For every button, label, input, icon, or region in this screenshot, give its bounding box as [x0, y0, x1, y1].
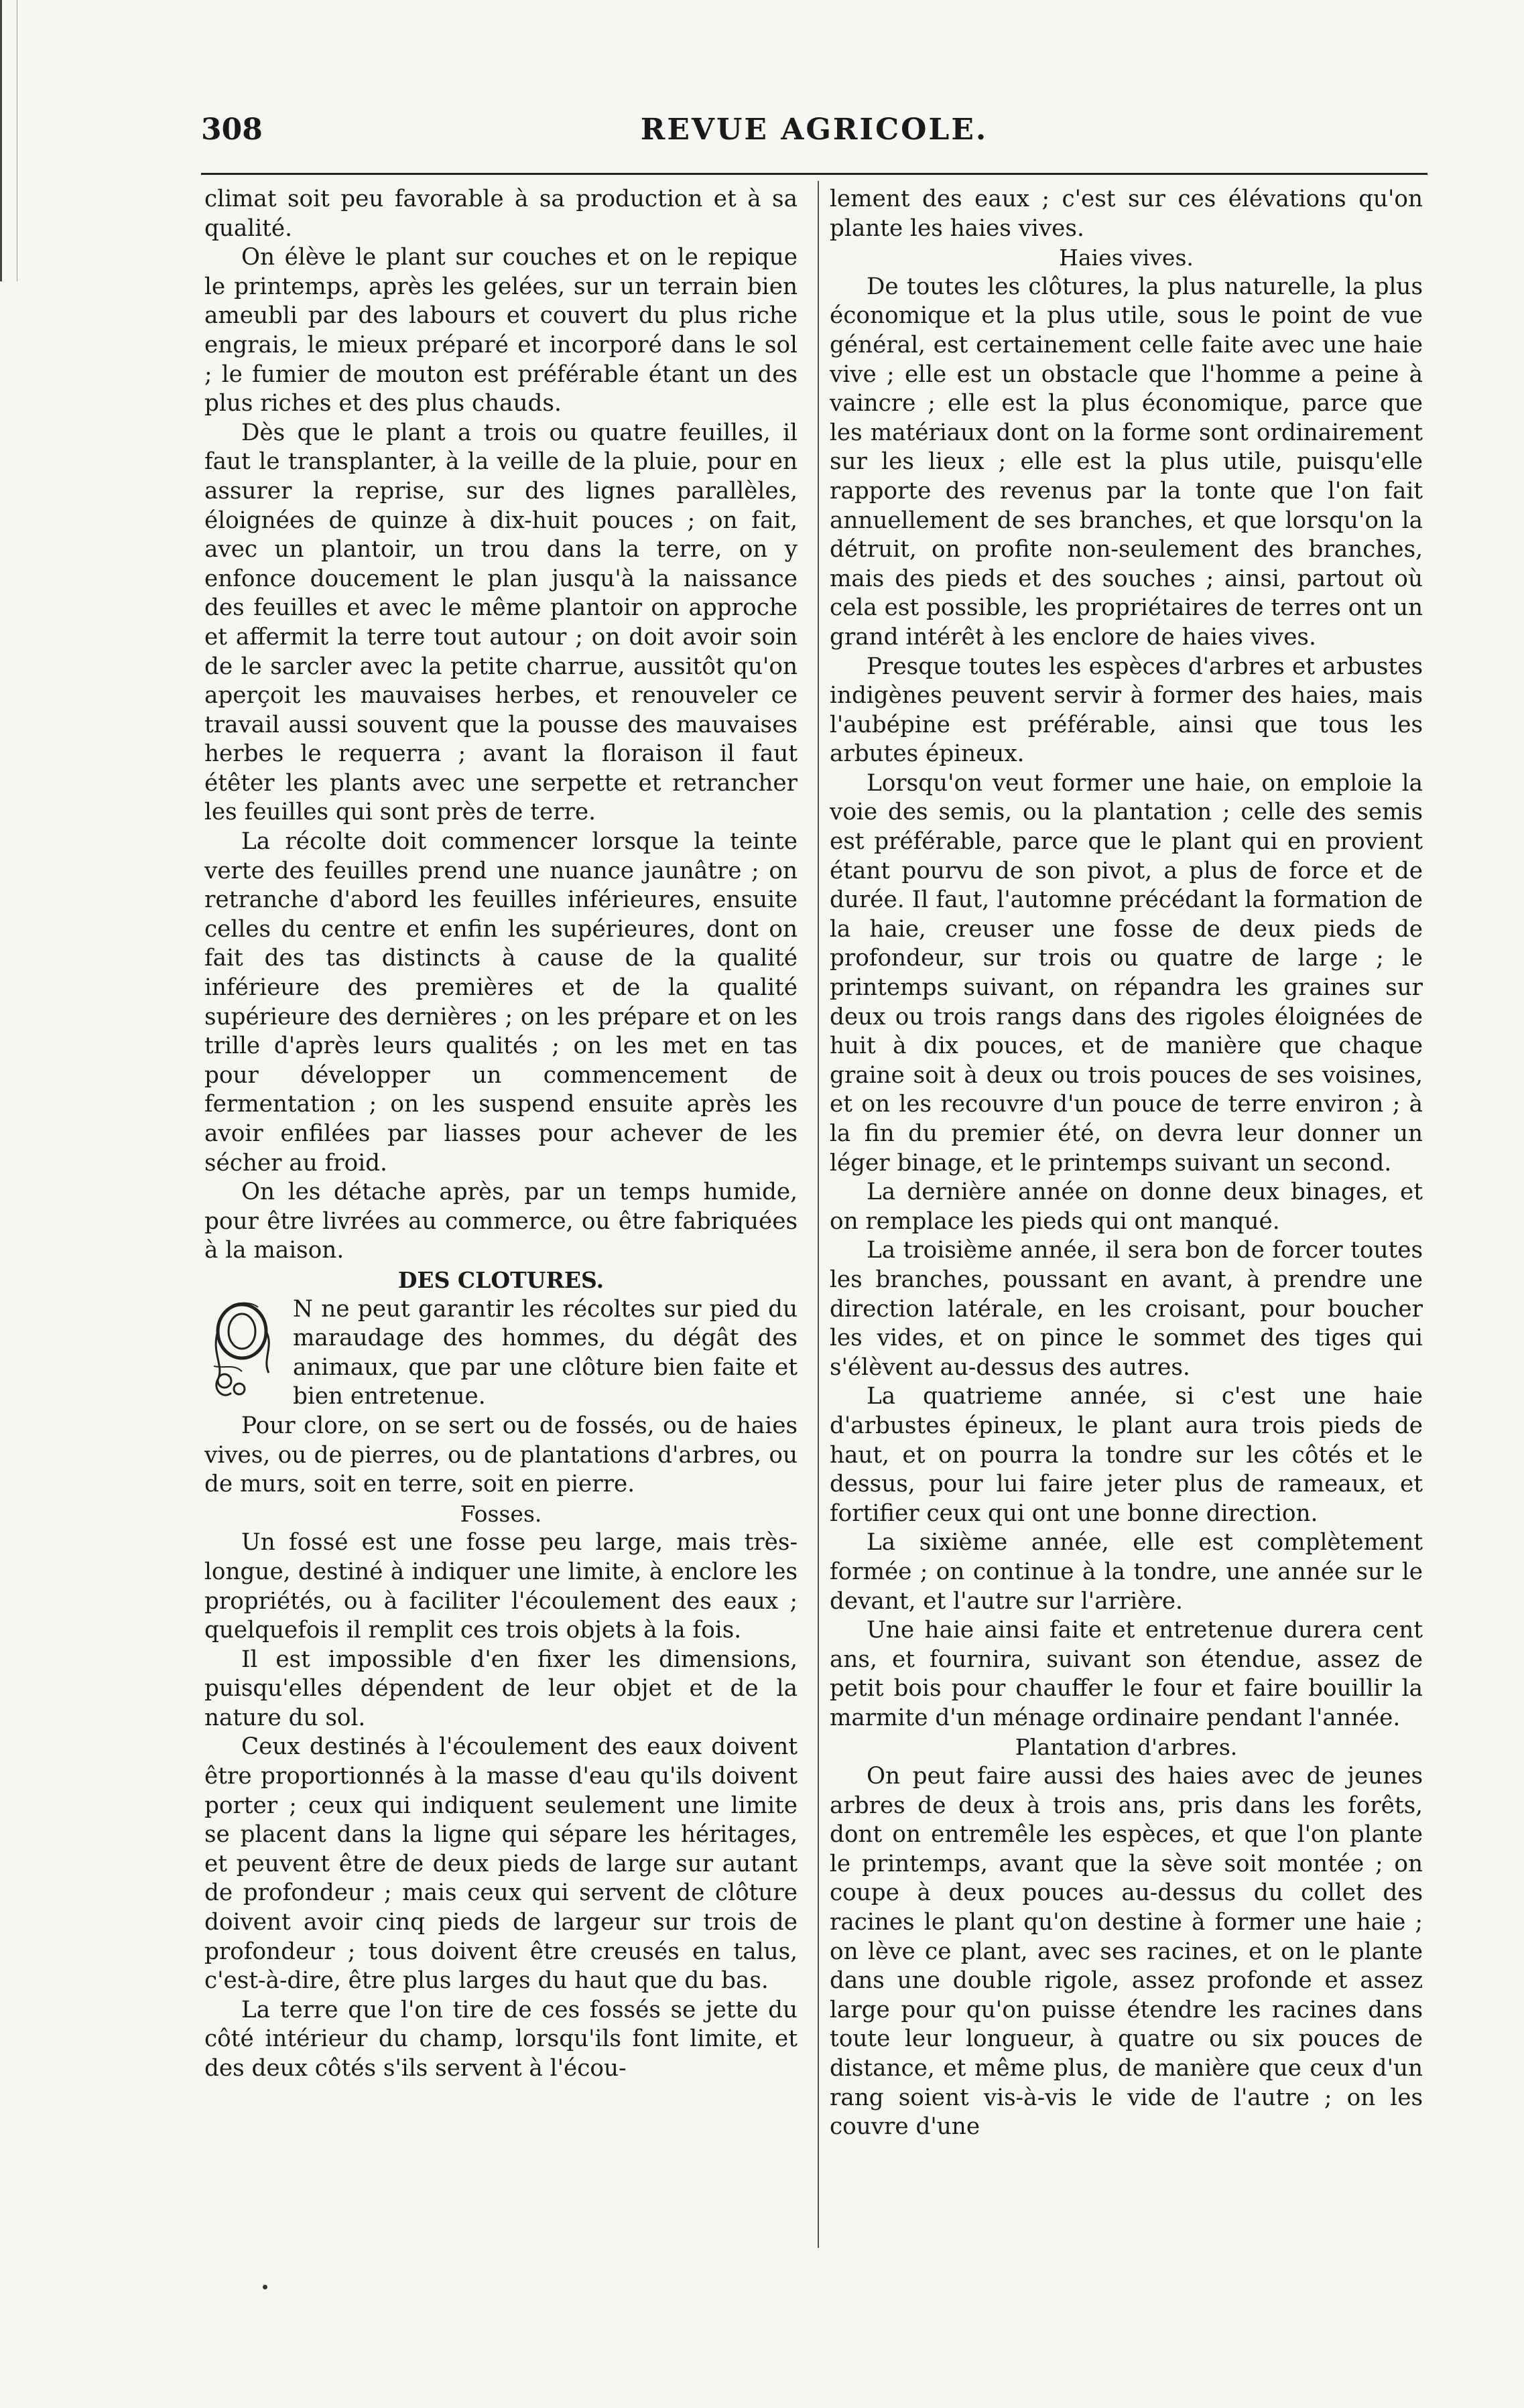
right-column	[830, 185, 1423, 2142]
paragraph: Dès que le plant a trois ou quatre feuilles, il faut le transplanter, à la veille de la pluie, pour en assurer la reprise, sur des lignes parallèles, éloignées de quinze à dix-huit pouces ; on fait, avec un plantoir, un trou dans la terre, on y enfonce doucement le plan jusqu'à la naissance des feuilles et avec le même plantoir on approche et affermit la terre tout autour ; on doit avoir soin de le sarcler avec la petite charrue, aussitôt qu'on aperçoit les mauvaises herbes, et renouveler ce travail aussi souvent que la pousse des mauvaises herbes le requerra ; avant la floraison il faut étêter les plants avec une serpette et retrancher les feuilles qui sont près de terre.	[204, 419, 798, 826]
paragraph: Ceux destinés à l'écoulement des eaux doivent être proportionnés à la masse d'eau qu'ils doivent porter ; ceux qui indiquent seulement une limite se placent dans la ligne qui sépare les héritages, et peuvent être de deux pieds de large sur autant de profondeur ; mais ceux qui servent de clôture doivent avoir cinq pieds de largeur sur trois de profondeur ; tous doivent être creusés en talus, c'est-à-dire, être plus larges du haut que du bas.	[204, 1733, 798, 1995]
header-rule	[201, 173, 1427, 175]
subheading-plantation: Plantation d'arbres.	[1015, 1734, 1238, 1761]
paragraph: La sixième année, elle est complètement formée ; on continue à la tondre, une année sur le devant, et l'autre sur l'arrière.	[830, 1529, 1423, 1615]
paragraph: La dernière année on donne deux binages, et on remplace les pieds qui ont manqué.	[830, 1179, 1423, 1235]
ink-dot	[263, 2285, 267, 2289]
subheading-haies-vives: Haies vives.	[1059, 245, 1194, 271]
paragraph: La récolte doit commencer lorsque la teinte verte des feuilles prend une nuance jaunâtre ; on retranche d'abord les feuilles inférieures, ensuite celles du centre et enfin les supérieures, dont on fait des tas distincts à cause de la qualité inférieure des premières et de la qualité supérieure des dernières ; on les prépare et on les trille d'après leurs qualités ; on les met en tas pour développer un commencement de fermentation ; on les suspend ensuite après les avoir enfilées par liasses pour achever de les sécher au froid.	[204, 828, 798, 1177]
page-header	[201, 113, 1427, 166]
paragraph: La quatrieme année, si c'est une haie d'arbustes épineux, le plant aura trois pieds de haut, et on pourra la tondre sur les côtés et le dessus, pour lui faire jeter plus de rameaux, et fortifier ceux qui ont une bonne direction.	[830, 1383, 1423, 1527]
paragraph: Lorsqu'on veut former une haie, on emploie la voie des semis, ou la plantation ; celle des semis est préférable, parce que le plant qui en provient étant pourvu de son pivot, a plus de force et de durée. Il faut, l'automne précédant la formation de la haie, creuser une fosse de deux pieds de profondeur, sur trois ou quatre de large ; le printemps suivant, on répandra les graines sur deux ou trois rangs dans des rigoles éloignées de huit à dix pouces, et de manière que chaque graine soit à deux ou trois pouces de ses voisines, et on les recouvre d'un pouce de terre environ ; à la fin du premier été, on devra leur donner un léger binage, et le printemps suivant un second.	[830, 769, 1423, 1177]
running-title: REVUE AGRICOLE.	[640, 113, 989, 147]
page-number: 308	[201, 113, 263, 147]
paragraph: Pour clore, on se sert ou de fossés, ou de haies vives, ou de pierres, ou de plantations d'arbres, ou de murs, soit en terre, soit en pierre.	[204, 1412, 798, 1498]
paragraph: On les détache après, par un temps humide, pour être livrées au commerce, ou être fabriquées à la maison.	[204, 1179, 798, 1264]
paragraph: La troisième année, il sera bon de forcer toutes les branches, poussant en avant, à prendre une direction latérale, en les croisant, pour boucher les vides, et on pince le sommet des tiges qui s'élèvent au-dessus des autres.	[830, 1237, 1423, 1381]
dropcap-paragraph-text: N ne peut garantir les récoltes sur pied du maraudage des hommes, du dégât des animaux, que par une clôture bien faite et bien entretenue.	[293, 1295, 798, 1410]
paragraph: climat soit peu favorable à sa production et à sa qualité.	[204, 186, 798, 242]
paragraph: De toutes les clôtures, la plus naturelle, la plus économique et la plus utile, sous le point de vue général, est certainement celle faite avec une haie vive ; elle est un obstacle que l'homme a peine à vaincre ; elle est la plus économique, parce que les matériaux dont on la forme sont ordinairement sur les lieux ; elle est la plus utile, puisqu'elle rapporte des revenus par la tonte que l'on fait annuellement de ses branches, et que lorsqu'on la détruit, on profite non-seulement des branches, mais des pieds et des souches ; ainsi, partout où cela est possible, les propriétaires de terres ont un grand intérêt à les enclore de haies vives.	[830, 273, 1423, 651]
paragraph: On peut faire aussi des haies avec de jeunes arbres de deux à trois ans, pris dans les forêts, dont on entremêle les espèces, et que l'on plante le printemps, avant que la sève soit montée ; on coupe à deux pouces au-dessus du collet des racines le plant qu'on destine à former une haie ; on lève ce plant, avec ses racines, et on le plante dans une double rigole, assez profonde et assez large pour qu'on puisse étendre les racines dans toute leur longueur, à quatre ou six pouces de distance, et même plus, de manière que ceux d'un rang soient vis-à-vis le vide de l'autre ; on les couvre d'une	[830, 1763, 1423, 2141]
paragraph: On élève le plant sur couches et on le repique le printemps, après les gelées, sur un terrain bien ameubli par des labours et couvert du plus riche engrais, le mieux préparé et incorporé dans le sol ; le fumier de mouton est préférable étant un des plus riches et des plus chauds.	[204, 244, 798, 417]
subheading-fosses: Fosses.	[460, 1500, 542, 1527]
paragraph: Presque toutes les espèces d'arbres et arbustes indigènes peuvent servir à former des haies, mais l'aubépine est préférable, ainsi que tous les arbutes épineux.	[830, 653, 1423, 768]
column-divider	[818, 181, 819, 2248]
paragraph-with-dropcap	[204, 1295, 798, 1412]
section-heading-clotures: DES CLOTURES.	[397, 1266, 605, 1293]
paragraph: Il est impossible d'en fixer les dimensions, puisqu'elles dépendent de leur objet et de la nature du sol.	[204, 1646, 798, 1731]
paragraph: Une haie ainsi faite et entretenue durera cent ans, et fournira, suivant son étendue, assez de petit bois pour chauffer le four et faire bouillir la marmite d'un ménage ordinaire pendant l'année.	[830, 1617, 1423, 1731]
left-column	[204, 185, 798, 2084]
page-binding-edge	[0, 0, 17, 281]
ornamental-initial-o-icon	[204, 1299, 283, 1412]
paragraph: lement des eaux ; c'est sur ces élévations qu'on plante les haies vives.	[830, 186, 1423, 242]
paragraph: La terre que l'on tire de ces fossés se jette du côté intérieur du champ, lorsqu'ils font limite, et des deux côtés s'ils servent à l'écou-	[204, 1996, 798, 2082]
paragraph: Un fossé est une fosse peu large, mais très-longue, destiné à indiquer une limite, à enclore les propriétés, ou à faciliter l'écoulement des eaux ; quelquefois il remplit ces trois objets à la fois.	[204, 1529, 798, 1644]
